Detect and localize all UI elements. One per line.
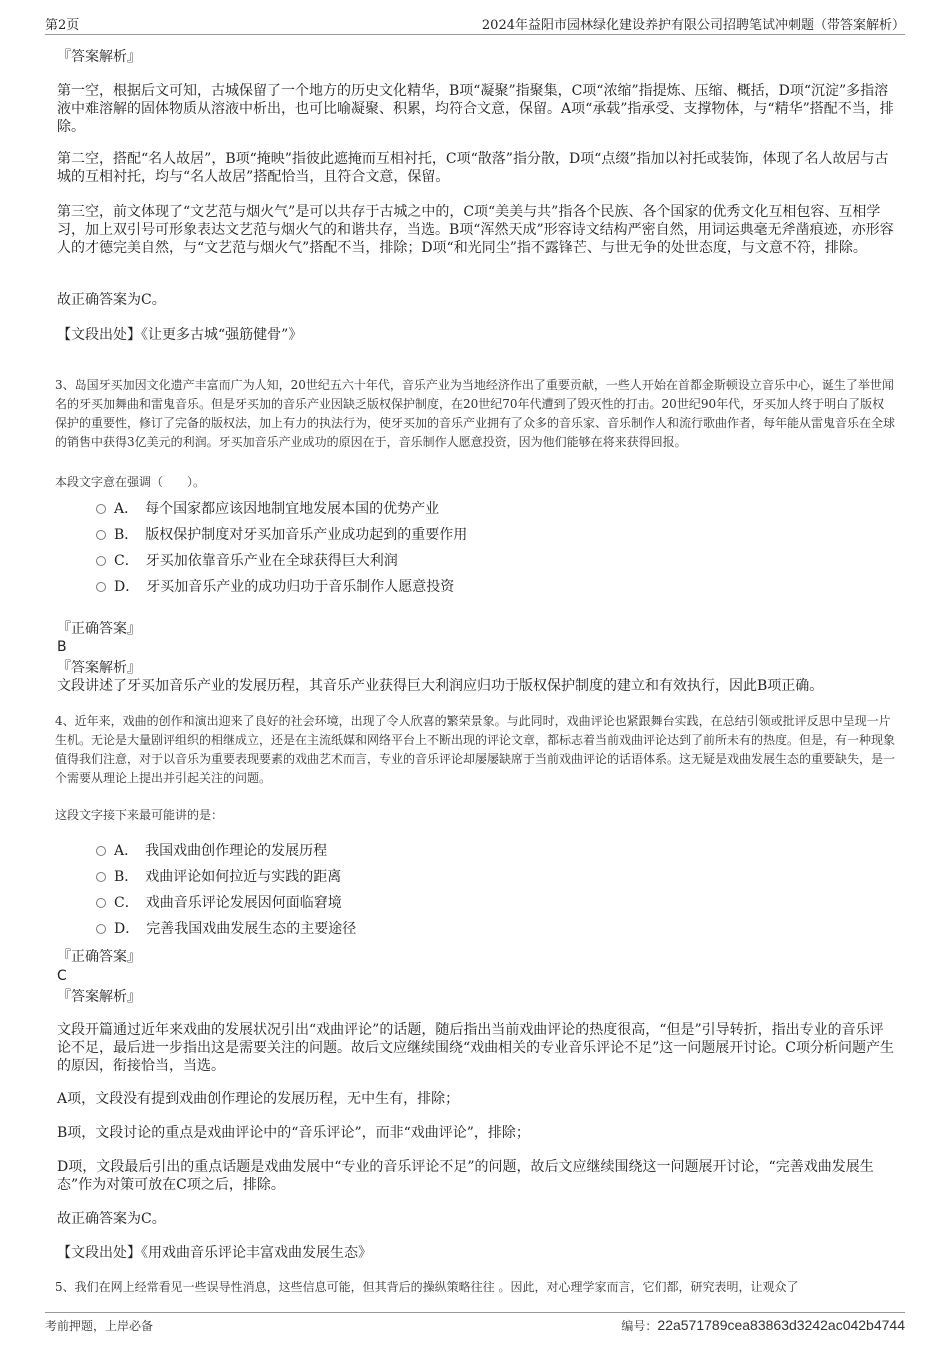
option-a[interactable] — [96, 500, 439, 518]
correct-answer-label: 『正确答案』 — [57, 949, 141, 965]
analysis-paragraph: 第一空，根据后文可知，古城保留了一个地方的历史文化精华，B项“凝聚”指聚集，C项“浓缩”指提炼、压缩、概括，D项“沉淀”多指溶液中难溶解的固体物质从溶液中析出，也可比喻凝聚、积累，均符合文意，保留。A项“承载”指承受、支撑物体，与“精华”搭配不当，排除。 — [57, 83, 894, 135]
analysis-paragraph: B项，文段讨论的重点是戏曲评论中的“音乐评论”，而非“戏曲评论”，排除； — [57, 1125, 530, 1141]
source-citation: 【文段出处】《让更多古城“强筋健骨”》 — [57, 327, 303, 343]
question-stem: 4、近年来，戏曲的创作和演出迎来了良好的社会环境，出现了令人欣喜的繁荣景象。与此同时，戏曲评论也紧跟舞台实践，在总结引领或批评反思中呈现一片生机。无论是大量剧评组织的相继成立，还是在主流纸媒和网络平台上不断出现的评论文章，都标志着当前戏曲评论达到了前所未有的热度。但是，有一种现象值得我们注意，对于以音乐为重要表现要素的戏曲艺术而言，专业的音乐评论却屡屡缺席于当前戏曲评论的话语体系。这无疑是戏曲发展生态的重要缺失，是一个需要从理论上提出并引起关注的问题。 — [55, 714, 896, 785]
analysis-label: 『答案解析』 — [57, 49, 141, 65]
question-stem: 5、我们在网上经常看见一些误导性消息，这些信息可能，但其背后的操纵策略往往 。因此，对心理学家而言，它们都，研究表明，让观众了 — [55, 1280, 799, 1294]
option-b[interactable] — [96, 526, 467, 544]
option-label: D． 完善我国戏曲发展生态的主要途径 — [114, 921, 357, 937]
correct-answer: C — [57, 968, 67, 984]
analysis-label: 『答案解析』 — [57, 989, 141, 1005]
page-footer — [45, 1312, 905, 1339]
option-c[interactable] — [96, 552, 398, 570]
page-header — [45, 10, 905, 35]
radio-icon[interactable] — [96, 846, 106, 856]
radio-icon[interactable] — [96, 530, 106, 540]
radio-icon[interactable] — [96, 872, 106, 882]
correct-answer-label: 『正确答案』 — [57, 621, 141, 637]
page-number: 第2页 — [45, 18, 80, 33]
analysis-paragraph: 第二空，搭配“名人故居”，B项“掩映”指彼此遮掩而互相衬托，C项“散落”指分散，D项“点缀”指加以衬托或装饰，体现了名人故居与古城的互相衬托，均与“名人故居”搭配恰当，且符合文意，保留。 — [57, 151, 889, 185]
option-b[interactable] — [96, 868, 341, 886]
code-label: 编号： — [621, 1319, 658, 1333]
radio-icon[interactable] — [96, 898, 106, 908]
document-code — [621, 1317, 905, 1334]
option-label: A． 每个国家都应该因地制宜地发展本国的优势产业 — [114, 501, 440, 517]
analysis-paragraph: 文段讲述了牙买加音乐产业的发展历程，其音乐产业获得巨大利润应归功于版权保护制度的建立和有效执行，因此B项正确。 — [57, 678, 824, 694]
radio-icon[interactable] — [96, 582, 106, 592]
option-a[interactable] — [96, 842, 327, 860]
option-label: B． 版权保护制度对牙买加音乐产业成功起到的重要作用 — [114, 527, 468, 543]
radio-icon[interactable] — [96, 924, 106, 934]
analysis-paragraph: 文段开篇通过近年来戏曲的发展状况引出“戏曲评论”的话题，随后指出当前戏曲评论的热度很高，“但是”引导转折，指出专业的音乐评论不足，最后进一步指出这是需要关注的问题。故后文应继续围绕“戏曲相关的专业音乐评论不足”这一问题展开讨论。C项分析问题产生的原因，衔接恰当，当选。 — [57, 1022, 895, 1074]
conclusion: 故正确答案为C。 — [57, 292, 166, 308]
correct-answer: B — [57, 639, 67, 655]
option-label: D． 牙买加音乐产业的成功归功于音乐制作人愿意投资 — [114, 579, 455, 595]
option-label: C． 戏曲音乐评论发展因何面临窘境 — [114, 895, 342, 911]
analysis-label: 『答案解析』 — [57, 660, 141, 676]
question-stem: 3、岛国牙买加因文化遗产丰富而广为人知，20世纪五六十年代，音乐产业为当地经济作出了重要贡献，一些人开始在首都金斯顿设立音乐中心，诞生了举世闻名的牙买加舞曲和雷鬼音乐。但是牙买加的音乐产业因缺乏版权保护制度，在20世纪70年代遭到了毁灭性的打击。20世纪90年代，牙买加人终于明白了版权保护的重要性，修订了完备的版权法，加上有力的执法行为，使牙买加的音乐产业拥有了众多的音乐家、音乐制作人和流行歌曲作者，每年能从雷鬼音乐在全球的销售中获得3亿美元的利润。牙买加音乐产业成功的原因在于，音乐制作人愿意投资，因为他们能够在将来获得回报。 — [55, 378, 896, 449]
analysis-paragraph: A项，文段没有提到戏曲创作理论的发展历程，无中生有，排除； — [57, 1091, 460, 1107]
footer-slogan: 考前押题，上岸必备 — [45, 1319, 154, 1333]
conclusion: 故正确答案为C。 — [57, 1211, 166, 1227]
source-citation: 【文段出处】《用戏曲音乐评论丰富戏曲发展生态》 — [57, 1245, 372, 1261]
document-title: 2024年益阳市园林绿化建设养护有限公司招聘笔试冲刺题（带答案解析） — [481, 18, 905, 33]
radio-icon[interactable] — [96, 556, 106, 566]
analysis-paragraph: D项，文段最后引出的重点话题是戏曲发展中“专业的音乐评论不足”的问题，故后文应继续围绕这一问题展开讨论，“完善戏曲发展生态”作为对策可放在C项之后，排除。 — [57, 1159, 874, 1193]
option-d[interactable] — [96, 578, 454, 596]
radio-icon[interactable] — [96, 504, 106, 514]
option-label: B． 戏曲评论如何拉近与实践的距离 — [114, 869, 342, 885]
option-label: A． 我国戏曲创作理论的发展历程 — [114, 843, 328, 859]
option-d[interactable] — [96, 920, 356, 938]
code-value: 22a571789cea83863d3242ac042b4744 — [657, 1317, 905, 1333]
question-prompt: 这段文字接下来最可能讲的是： — [55, 808, 224, 822]
option-c[interactable] — [96, 894, 342, 912]
analysis-paragraph: 第三空，前文体现了“文艺范与烟火气”是可以共存于古城之中的，C项“美美与共”指各个民族、各个国家的优秀文化互相包容、互相学习，加上双引号可形象表达文艺范与烟火气的和谐共存，当选。B项“浑然天成”形容诗文结构严密自然，用词运典毫无斧凿痕迹，亦形容人的才德完美自然，与“文艺范与烟火气”搭配不当，排除；D项“和光同尘”指不露锋芒、与世无争的处世态度，与文意不符，排除。 — [57, 204, 894, 256]
option-label: C． 牙买加依靠音乐产业在全球获得巨大利润 — [114, 553, 398, 569]
question-prompt: 本段文字意在强调（ ）。 — [55, 475, 206, 489]
